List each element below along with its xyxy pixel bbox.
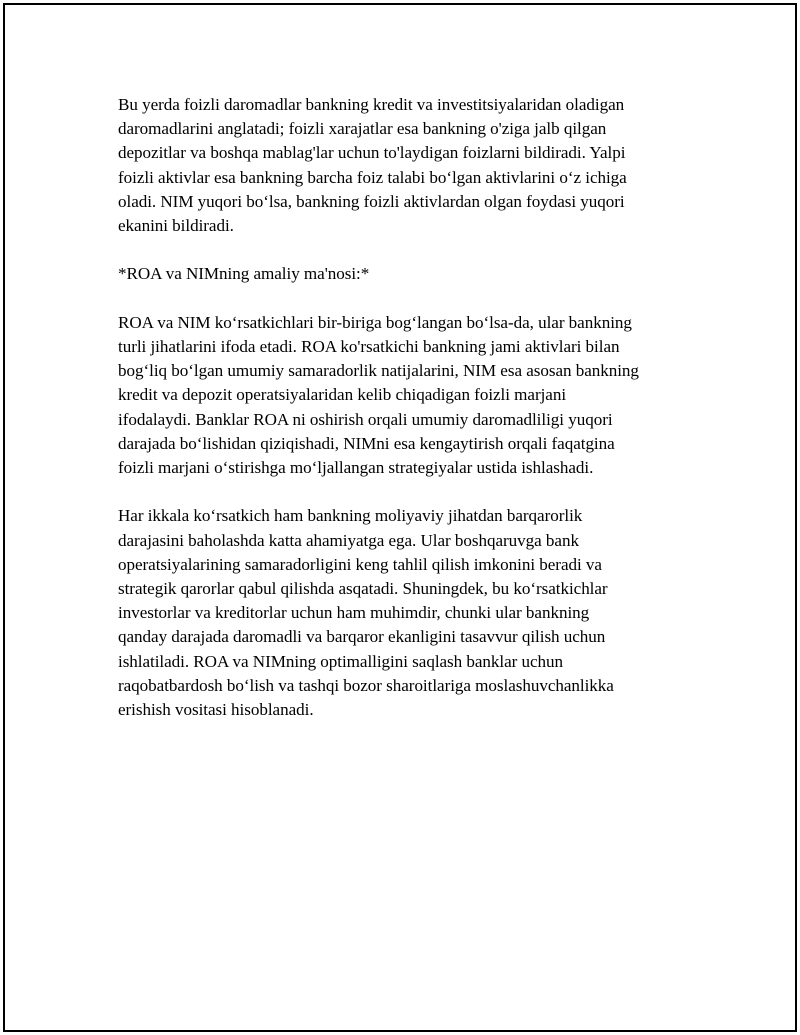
text-line: qanday darajada daromadli va barqaror ekanligini tasavvur qilish uchun xyxy=(118,627,606,647)
text-line: depozitlar va boshqa mablag'lar uchun to'laydigan foizlarni bildiradi. Yalpi xyxy=(118,143,626,163)
text-line: bog‘liq bo‘lgan umumiy samaradorlik natijalarini, NIM esa asosan bankning xyxy=(118,361,639,381)
text-line: darajada bo‘lishidan qiziqishadi, NIMni esa kengaytirish orqali faqatgina xyxy=(118,433,615,453)
text-line: daromadlarini anglatadi; foizli xarajatlar esa bankning o'ziga jalb qilgan xyxy=(118,119,607,139)
text-line: ishlatiladi. ROA va NIMning optimalligini saqlash banklar uchun xyxy=(118,651,564,671)
document-body xyxy=(118,93,688,722)
text-line: turli jihatlarini ifoda etadi. ROA ko'rsatkichi bankning jami aktivlari bilan xyxy=(118,337,620,356)
text-line: strategik qarorlar qabul qilishda asqatadi. Shuningdek, bu ko‘rsatkichlar xyxy=(118,579,608,599)
text-line: investorlar va kreditorlar uchun ham muhimdir, chunki ular bankning xyxy=(118,603,590,623)
text-line: ROA va NIM ko‘rsatkichlari bir-biriga bog‘langan bo‘lsa-da, ular bankning xyxy=(118,312,632,332)
section-heading xyxy=(118,262,688,286)
text-line: erishish vositasi hisoblanadi. xyxy=(118,700,314,720)
text-line: Bu yerda foizli daromadlar bankning kredit va investitsiyalaridan oladigan xyxy=(118,95,625,114)
paragraph-roa-nim-meaning xyxy=(118,311,688,480)
text-line: darajasini baholashda katta ahamiyatga ega. Ular boshqaruvga bank xyxy=(118,530,579,550)
text-line: kredit va depozit operatsiyalaridan kelib chiqadigan foizli marjani xyxy=(118,385,567,405)
text-line: ifodalaydi. Banklar ROA ni oshirish orqali umumiy daromadliligi yuqori xyxy=(118,409,613,429)
text-line: Har ikkala ko‘rsatkich ham bankning moliyaviy jihatdan barqarorlik xyxy=(118,506,583,526)
paragraph-importance xyxy=(118,504,688,722)
text-line: oladi. NIM yuqori bo‘lsa, bankning foizli aktivlardan olgan foydasi yuqori xyxy=(118,191,625,211)
paragraph-nim-explanation xyxy=(118,93,688,238)
text-line: foizli aktivlar esa bankning barcha foiz talabi bo‘lgan aktivlarini o‘z ichiga xyxy=(118,167,627,187)
text-line: operatsiyalarining samaradorligini keng tahlil qilish imkonini beradi va xyxy=(118,554,602,574)
text-line: raqobatbardosh bo‘lish va tashqi bozor sharoitlariga moslashuvchanlikka xyxy=(118,675,614,695)
heading-text: *ROA va NIMning amaliy ma'nosi:* xyxy=(118,264,370,284)
text-line: ekanini bildiradi. xyxy=(118,216,234,236)
text-line: foizli marjani o‘stirishga mo‘ljallangan strategiyalar ustida ishlashadi. xyxy=(118,458,594,478)
